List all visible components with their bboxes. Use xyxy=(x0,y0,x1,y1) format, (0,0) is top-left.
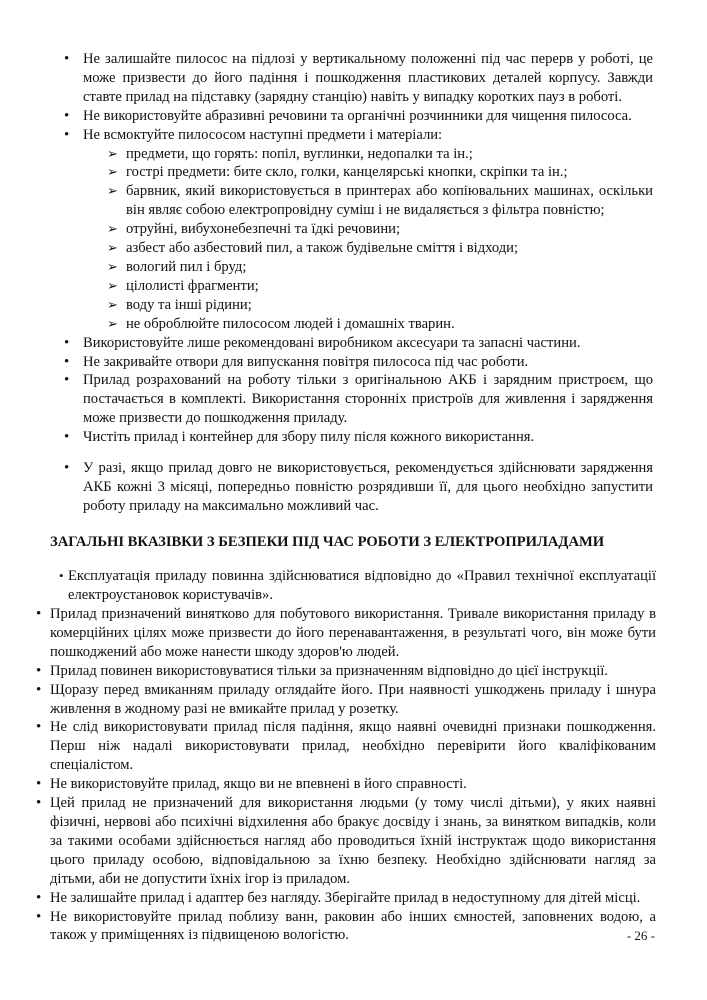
sub-list-item: ➢ цілолисті фрагменти; xyxy=(126,277,653,296)
sub-list-item: ➢ вологий пил і бруд; xyxy=(126,258,653,277)
list-item: • Експлуатація приладу повинна здійснюватися відповідно до «Правил технічної експлуатації електроустановок користувачів». xyxy=(68,567,656,605)
list-item: • Щоразу перед вмиканням приладу оглядайте його. При наявності ушкоджень приладу і шнура живлення в жодному разі не вмикайте прилад у розетку. xyxy=(50,681,656,719)
safety-list-2-first xyxy=(68,567,656,605)
sub-list-item: ➢ отруйні, вибухонебезпечні та їдкі речовини; xyxy=(126,220,653,239)
sub-list-item: ➢ гострі предмети: бите скло, голки, канцелярські кнопки, скріпки та ін.; xyxy=(126,163,653,182)
sub-list-item: ➢ воду та інші рідини; xyxy=(126,296,653,315)
sub-list-item: ➢ предмети, що горять: попіл, вуглинки, недопалки та ін.; xyxy=(126,145,653,164)
forbidden-materials-list xyxy=(126,145,653,334)
sub-list-item: ➢ азбест або азбестовий пил, а також будівельне сміття і відходи; xyxy=(126,239,653,258)
list-item: • Прилад повинен використовуватися тільки за призначенням відповідно до цієї інструкції. xyxy=(50,662,656,681)
list-item: • Не використовуйте прилад поблизу ванн, раковин або інших ємностей, заповнених водою, а також у приміщеннях із підвищеною вологістю. xyxy=(50,908,656,946)
list-item xyxy=(83,126,653,334)
sub-list-item: ➢ барвник, який використовується в принтерах або копіювальних машинах, оскільки він являє собою електропровідну суміш і не видаляється з фільтра повністю; xyxy=(126,182,653,220)
list-item: • Не закривайте отвори для випускання повітря пилососа під час роботи. xyxy=(83,353,653,372)
list-item-text: Не всмоктуйте пилососом наступні предмети і матеріали: xyxy=(83,126,443,143)
battery-note: • У разі, якщо прилад довго не використовується, рекомендується здійснювати зарядження АКБ кожні 3 місяці, попередньо повністю розрядивши її, для цього необхідно запустити роботу приладу на максимально можливий час. xyxy=(83,459,653,516)
list-item: • Прилад розрахований на роботу тільки з оригінальною АКБ і зарядним пристроєм, що постачається в комплекті. Використання сторонніх пристроїв для живлення і зарядження може призвести до пошкодження приладу. xyxy=(83,371,653,428)
battery-note-list xyxy=(83,459,653,516)
list-item: • Не використовуйте абразивні речовини та органічні розчинники для чищення пилососа. xyxy=(83,107,653,126)
list-item: • Не залишайте пилосос на підлозі у вертикальному положенні під час перерв у роботі, це може призвести до його падіння і пошкодження пластикових деталей корпусу. Завжди ставте прилад на підставку (зарядну станцію) навіть у випадку коротких пауз в роботі. xyxy=(83,50,653,107)
list-item: • Цей прилад не призначений для використання людьми (у тому числі дітьми), у яких наявні фізичні, нервові або психічні відхилення або бракує досвіду і знань, за винятком випадків, коли за такими особами здійснюється нагляд або проводиться їхній інструктаж щодо використання цього приладу особою, відповідальною за їхню безпеку. Необхідно здійснювати нагляд за дітьми, аби не допустити їхніх ігор із приладом. xyxy=(50,794,656,889)
page-number: - 26 - xyxy=(626,928,655,943)
list-item: • Не залишайте прилад і адаптер без нагляду. Зберігайте прилад в недоступному для дітей місці. xyxy=(50,889,656,908)
safety-list-1 xyxy=(83,50,653,447)
safety-list-2 xyxy=(50,605,656,945)
list-item: • Прилад призначений винятково для побутового використання. Тривале використання приладу в комерційних цілях може призвести до його перенавантаження, в результаті чого, він може бути пошкоджений або може нанести шкоду здоров'ю людей. xyxy=(50,605,656,662)
list-item: • Не використовуйте прилад, якщо ви не впевнені в його справності. xyxy=(50,775,656,794)
list-item: • Чистіть прилад і контейнер для збору пилу після кожного використання. xyxy=(83,428,653,447)
sub-list-item: ➢ не оброблюйте пилососом людей і домашніх тварин. xyxy=(126,315,653,334)
list-item: • Не слід використовувати прилад після падіння, якщо наявні очевидні признаки пошкодження. Перш ніж надалі використовувати прилад, необхідно перевірити його кваліфікованим спеціалістом. xyxy=(50,718,656,775)
list-item: • Використовуйте лише рекомендовані виробником аксесуари та запасні частини. xyxy=(83,334,653,353)
section-heading: ЗАГАЛЬНІ ВКАЗІВКИ З БЕЗПЕКИ ПІД ЧАС РОБОТИ З ЕЛЕКТРОПРИЛАДАМИ xyxy=(50,534,605,550)
